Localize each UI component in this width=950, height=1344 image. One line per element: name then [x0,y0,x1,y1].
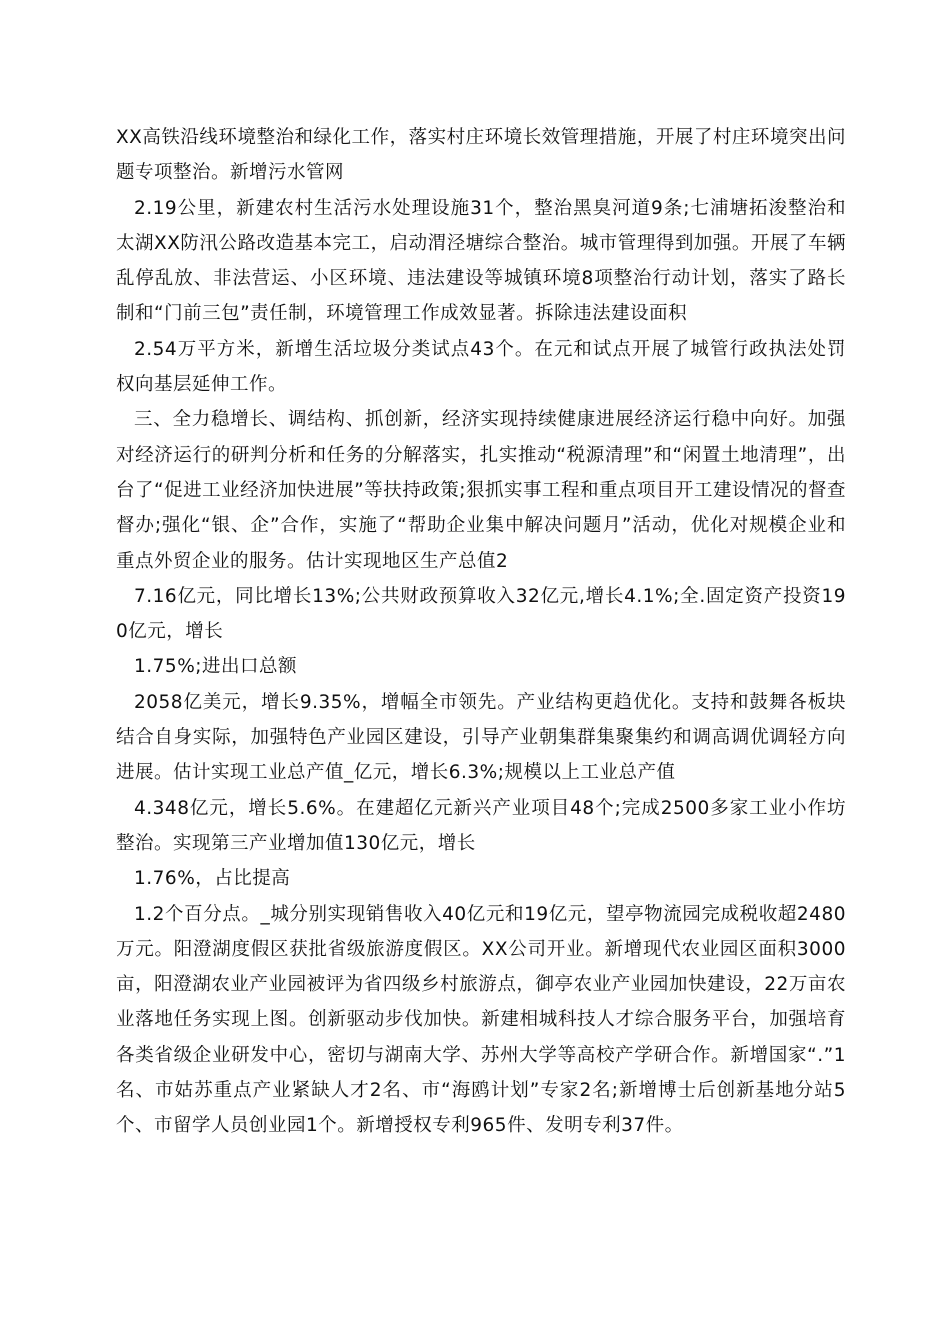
paragraph-7: 2058亿美元，增长9.35%，增幅全市领先。产业结构更趋优化。支持和鼓舞各板块结合自身实际，加强特色产业园区建设，引导产业朝集群集聚集约和调高调优调轻方向进展。估计实现工业总产值_亿元，增长6.3%;规模以上工业总产值 [116,691,846,784]
paragraph-6: 1.75%;进出口总额 [134,656,298,678]
paragraph-9: 1.76%，占比提高 [134,868,291,890]
paragraph-8: 4.348亿元，增长5.6%。在建超亿元新兴产业项目48个;完成2500多家工业小作坊整治。实现第三产业增加值130亿元，增长 [116,797,846,854]
paragraph-1: XX高铁沿线环境整治和绿化工作，落实村庄环境长效管理措施，开展了村庄环境突出问题专项整治。新增污水管网 [116,127,846,184]
paragraph-2: 2.19公里，新建农村生活污水处理设施31个，整治黑臭河道9条;七浦塘拓浚整治和太湖XX防汛公路改造基本完工，启动渭泾塘综合整治。城市管理得到加强。开展了车辆乱停乱放、非法营运、小区环境、违法建设等城镇环境8项整治行动计划，落实了路长制和“门前三包”责任制，环境管理工作成效显著。拆除违法建设面积 [116,197,846,325]
paragraph-3: 2.54万平方米，新增生活垃圾分类试点43个。在元和试点开展了城管行政执法处罚权向基层延伸工作。 [116,338,846,396]
document-body [116,120,846,1144]
paragraph-10: 1.2个百分点。_城分别实现销售收入40亿元和19亿元，望亭物流园完成税收超2480万元。阳澄湖度假区获批省级旅游度假区。XX公司开业。新增现代农业园区面积3000亩，阳澄湖农业产业园被评为省四级乡村旅游点，御亭农业产业园加快建设，22万亩农业落地任务实现上图。创新驱动步伐加快。新建相城科技人才综合服务平台，加强培育各类省级企业研发中心，密切与湖南大学、苏州大学等高校产学研合作。新增国家“.”1名、市姑苏重点产业紧缺人才2名、市“海鸥计划”专家2名;新增博士后创新基地分站5个、市留学人员创业园1个。新增授权专利965件、发明专利37件。 [116,903,846,1137]
paragraph-5: 7.16亿元，同比增长13%;公共财政预算收入32亿元,增长4.1%;全.固定资产投资190亿元，增长 [116,585,846,643]
paragraph-4: 三、全力稳增长、调结构、抓创新，经济实现持续健康进展经济运行稳中向好。加强对经济运行的研判分析和任务的分解落实，扎实推动“税源清理”和“闲置土地清理”，出台了“促进工业经济加快进展”等扶持政策;狠抓实事工程和重点项目开工建设情况的督查督办;强化“银、企”合作，实施了“帮助企业集中解决问题月”活动，优化对规模企业和重点外贸企业的服务。估计实现地区生产总值2 [116,409,846,572]
